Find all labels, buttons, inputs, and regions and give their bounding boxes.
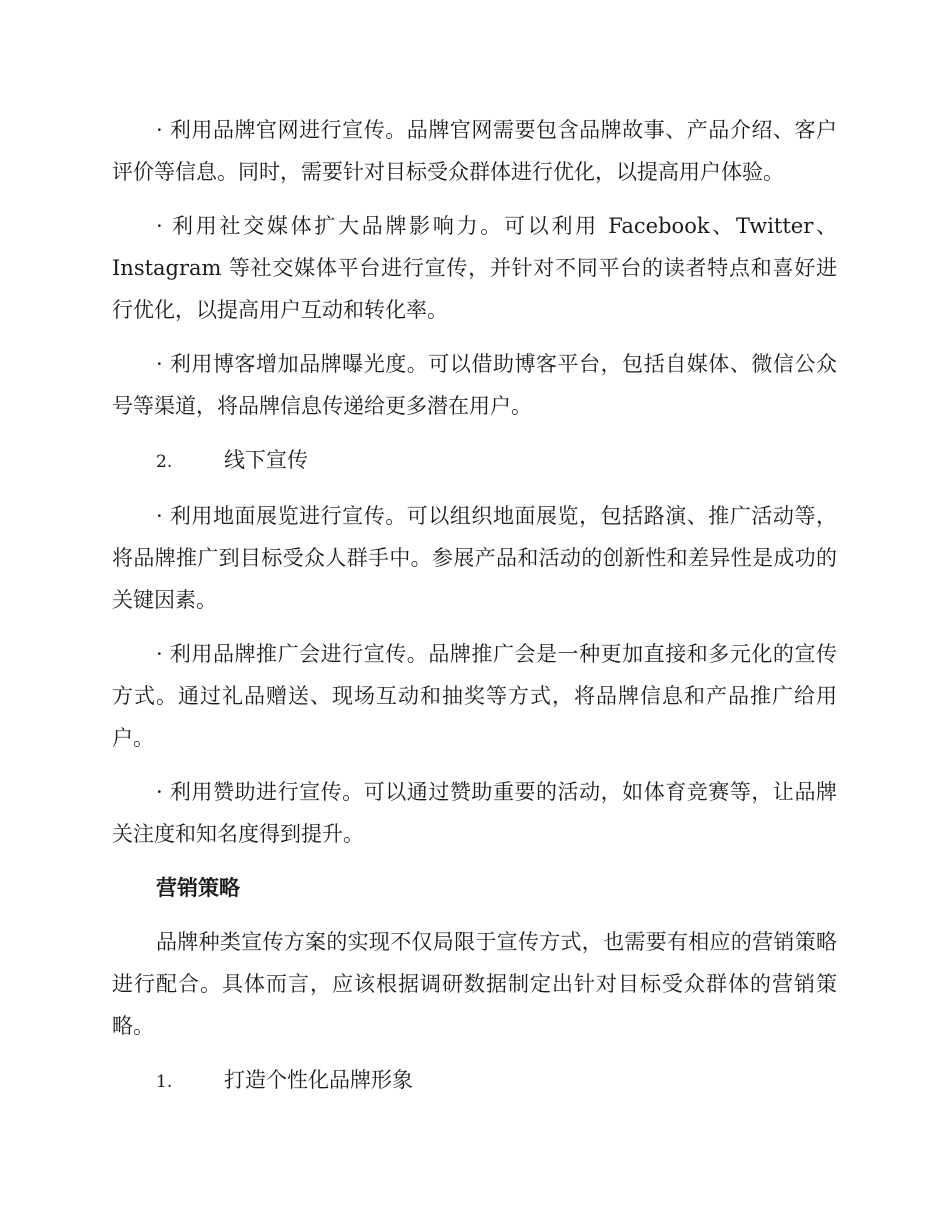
paragraph-exhibition: · 利用地面展览进行宣传。可以组织地面展览，包括路演、推广活动等，将品牌推广到目标受众人群手中。参展产品和活动的创新性和差异性是成功的关键因素。 (112, 504, 837, 612)
paragraph-social-media: · 利用社交媒体扩大品牌影响力。可以利用 Facebook、Twitter、Instagram 等社交媒体平台进行宣传，并针对不同平台的读者特点和喜好进行优化，以提高用户互动和转化率。 (112, 214, 837, 322)
paragraph-launch-event: · 利用品牌推广会进行宣传。品牌推广会是一种更加直接和多元化的宣传方式。通过礼品赠送、现场互动和抽奖等方式，将品牌信息和产品推广给用户。 (112, 642, 837, 750)
numbered-item-brand-image (112, 1059, 837, 1103)
list-item-text: 打造个性化品牌形象 (224, 1068, 413, 1092)
paragraph-official-website: · 利用品牌官网进行宣传。品牌官网需要包含品牌故事、产品介绍、客户评价等信息。同时，需要针对目标受众群体进行优化，以提高用户体验。 (112, 118, 837, 184)
paragraph-blog: · 利用博客增加品牌曝光度。可以借助博客平台，包括自媒体、微信公众号等渠道，将品牌信息传递给更多潜在用户。 (112, 352, 837, 418)
list-number: 2. (156, 452, 173, 472)
list-item-text: 线下宣传 (224, 448, 308, 472)
paragraph-marketing-intro: 品牌种类宣传方案的实现不仅局限于宣传方式，也需要有相应的营销策略进行配合。具体而言，应该根据调研数据制定出针对目标受众群体的营销策略。 (112, 930, 837, 1038)
section-heading-marketing-strategy: 营销策略 (156, 875, 240, 900)
list-number: 1. (156, 1072, 173, 1092)
numbered-item-offline (112, 439, 837, 483)
paragraph-sponsorship: · 利用赞助进行宣传。可以通过赞助重要的活动，如体育竞赛等，让品牌关注度和知名度得到提升。 (112, 780, 837, 846)
